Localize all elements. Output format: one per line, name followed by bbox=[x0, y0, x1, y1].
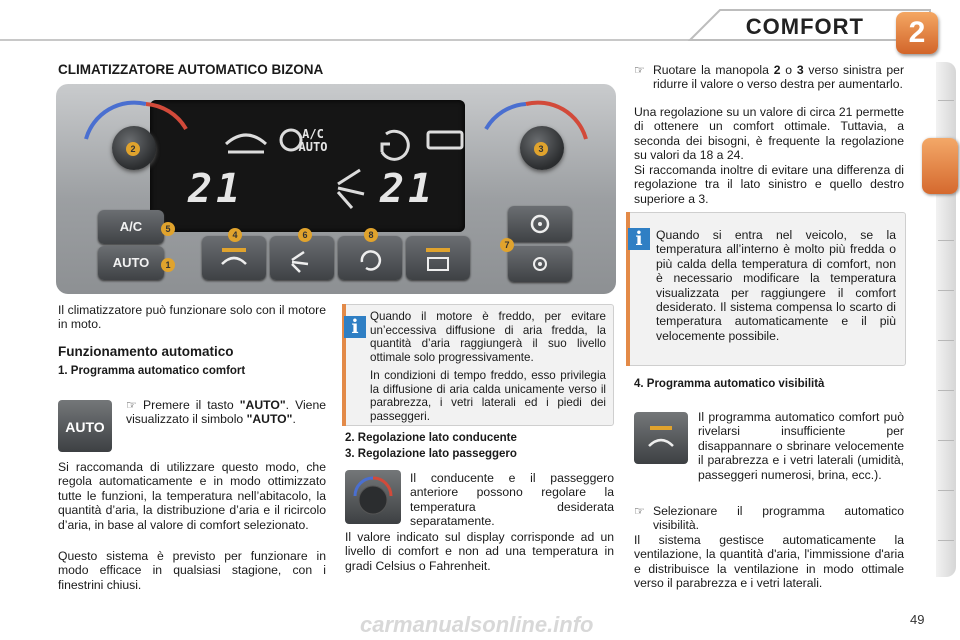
paragraph-season: Questo sistema è previsto per funzionare in modo efficace in qualsiasi stagione, con i finestrini chiusi. bbox=[58, 549, 326, 592]
auto-button[interactable]: AUTO bbox=[98, 246, 164, 280]
watermark: carmanualsonline.info bbox=[360, 612, 594, 637]
air-distribution-icon bbox=[270, 236, 334, 280]
bullet-rotate-knob: ☞ Ruotare la manopola 2 o 3 verso sinistra per ridurre il valore o verso destra per aumentarlo. bbox=[634, 63, 905, 92]
fan-decrease-button[interactable] bbox=[508, 246, 572, 282]
tab-divider bbox=[938, 490, 954, 491]
callout-badge: 5 bbox=[161, 222, 175, 236]
tab-divider bbox=[938, 340, 954, 341]
bullet-icon: ☞ bbox=[126, 398, 137, 412]
heading-automatic: Funzionamento automatico bbox=[58, 344, 234, 359]
info-text-cold-2: In condizioni di tempo freddo, esso privilegia la diffusione di aria calda unicamente verso il parabrezza, i vetri laterali ed i piedi dei passeggeri. bbox=[370, 369, 606, 423]
chapter-number-badge: 2 bbox=[896, 12, 938, 54]
paragraph-optimal: Una regolazione su un valore di circa 21 permette di ottenere un comfort ottimale. Tuttavia, a seconda dei bisogni, è frequente la regolazione su valori da 18 a 24. bbox=[634, 105, 904, 163]
knob-thumbnail bbox=[345, 470, 401, 524]
page-number: 49 bbox=[910, 612, 925, 627]
item4-title: 4. Programma automatico visibilità bbox=[634, 378, 825, 390]
bullet-select-visibility: ☞ Selezionare il programma automatico visibilità. bbox=[634, 504, 904, 533]
tab-divider bbox=[938, 390, 954, 391]
info-icon: i bbox=[628, 228, 650, 250]
fan-increase-button[interactable] bbox=[508, 206, 572, 242]
fan-icon bbox=[508, 246, 572, 282]
display-temp-left: 21 bbox=[188, 166, 245, 212]
paragraph-recommend: Si raccomanda di utilizzare questo modo, che regola automaticamente e in modo ottimizzato tutte le funzioni, la temperatura nell’abitacolo, la quantità d’aria, la distribuzione d’aria e il ricircolo d’aria, in base al valore di comfort selezionato. bbox=[58, 460, 326, 532]
air-distribution-button[interactable] bbox=[270, 236, 334, 280]
item2-title: 2. Regolazione lato conducente bbox=[345, 432, 517, 444]
paragraph-system-manages: Il sistema gestisce automaticamente la ventilazione, la quantità d'aria, l'immissione d'aria e distribuisce la ventilazione in modo ottimale verso il parabrezza e i vetri laterali. bbox=[634, 533, 904, 591]
display-mode-label: A/C AUTO bbox=[298, 127, 328, 154]
windshield-defrost-icon bbox=[634, 412, 688, 464]
fan-icon bbox=[508, 206, 572, 242]
item3-title: 3. Regolazione lato passeggero bbox=[345, 448, 517, 460]
recirculation-icon bbox=[338, 236, 402, 280]
visibility-button[interactable] bbox=[202, 236, 266, 280]
callout-badge: 4 bbox=[228, 228, 242, 242]
ac-button[interactable]: A/C bbox=[98, 210, 164, 244]
tab-divider bbox=[938, 240, 954, 241]
rear-defrost-icon bbox=[406, 236, 470, 280]
tab-divider bbox=[938, 440, 954, 441]
paragraph-difference: Si raccomanda inoltre di evitare una differenza di regolazione tra il lato sinistro e quello destro superiore a 3. bbox=[634, 163, 904, 206]
auto-button-thumbnail: AUTO bbox=[58, 400, 112, 452]
info-text-entering: Quando si entra nel veicolo, se la temperatura all’interno è molto più fredda o più calda della temperatura di comfort, non è necessario modificare la temperatura visualizzata per raggiungere il comfort desiderato. Il sistema compensa lo scarto di temperatura automaticamente e il più velocemente possibile. bbox=[656, 228, 896, 343]
rear-defrost-button[interactable] bbox=[406, 236, 470, 280]
visibility-description: Il programma automatico comfort può rivelarsi insufficiente per disappannare o sbrinare velocemente il parabrezza e i vetri laterali (umidità, passeggeri numerosi, brina, ecc.). bbox=[698, 410, 904, 482]
knob-description: Il conducente e il passeggero anteriore possono regolare la temperatura desiderata separatamente. bbox=[410, 471, 614, 529]
tab-divider bbox=[938, 100, 954, 101]
temperature-knob-icon bbox=[345, 470, 401, 524]
visibility-button-thumbnail bbox=[634, 412, 688, 464]
chapter-title: COMFORT bbox=[745, 14, 864, 39]
callout-badge: 2 bbox=[126, 142, 140, 156]
info-text-cold-1: Quando il motore è freddo, per evitare un’eccessiva diffusione di aria fredda, la quantità d’aria raggiungerà il suo livello ottimale solo progressivamente. bbox=[370, 310, 606, 364]
item1-title: 1. Programma automatico comfort bbox=[58, 365, 246, 377]
windshield-defrost-icon bbox=[202, 236, 266, 280]
display-temp-right: 21 bbox=[380, 166, 437, 212]
tab-divider bbox=[938, 290, 954, 291]
bullet-icon: ☞ bbox=[634, 504, 645, 518]
recirculation-button[interactable] bbox=[338, 236, 402, 280]
bullet-press-auto: ☞ Premere il tasto "AUTO". Viene visualizzato il simbolo "AUTO". bbox=[126, 398, 327, 427]
callout-badge: 6 bbox=[298, 228, 312, 242]
chapter-tab-active[interactable] bbox=[922, 138, 958, 194]
section-title: CLIMATIZZATORE AUTOMATICO BIZONA bbox=[58, 62, 324, 77]
intro-text: Il climatizzatore può funzionare solo con il motore in moto. bbox=[58, 303, 326, 332]
info-icon: i bbox=[344, 316, 366, 338]
callout-badge: 3 bbox=[534, 142, 548, 156]
callout-badge: 7 bbox=[500, 238, 514, 252]
callout-badge: 1 bbox=[161, 258, 175, 272]
paragraph-display-value: Il valore indicato sul display corrisponde ad un livello di comfort e non ad una temperatura in gradi Celsius o Fahrenheit. bbox=[345, 530, 614, 573]
tab-divider bbox=[938, 540, 954, 541]
callout-badge: 8 bbox=[364, 228, 378, 242]
bullet-icon: ☞ bbox=[634, 63, 645, 77]
